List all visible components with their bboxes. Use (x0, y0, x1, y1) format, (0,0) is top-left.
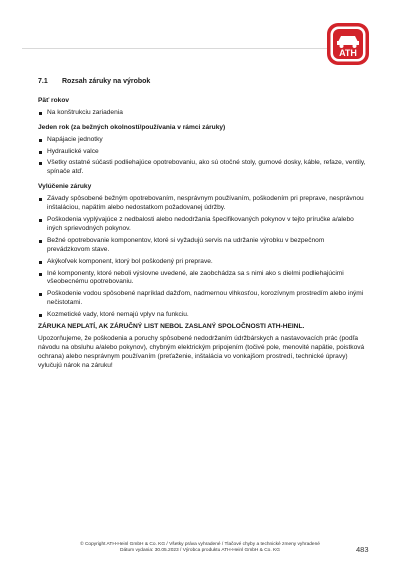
list-item: Závady spôsobené bežným opotrebovaním, nesprávnym používaním, poškodením pri preprave, nesprávnou inštaláciou, napätím alebo nedostatkom požadovanej údržby. (38, 195, 368, 213)
group-heading: Vylúčenie záruky (38, 183, 92, 191)
warranty-notice-paragraph: Upozorňujeme, že poškodenia a poruchy spôsobené nedodržaním údržbárskych a nastavovacích prác (podľa návodu na obsluhu a/alebo pokynov), chybným elektrickým pripojením (točivé pole, menovité napätie, poistková ochrana) alebo nesprávnym používaním (preťaženie, inštalácia vo vonkajšom prostredí, technické úpravy) vylučujú nárok na záruku! (38, 334, 365, 369)
list-item: Poškodenia vyplývajúce z nedbalosti alebo nedodržania špecifikovaných pokynov v tejto príručke a/alebo iných sprievodných pokynov. (38, 216, 368, 234)
group-exclusions (38, 183, 368, 320)
section-number: 7.1 (38, 78, 48, 85)
page-number: 483 (356, 545, 369, 554)
section-heading (38, 78, 368, 87)
group-heading: Päť rokov (38, 96, 70, 104)
group-five-years (38, 97, 368, 118)
logo-text: ATH (339, 48, 357, 58)
footer (0, 542, 400, 555)
list-item: Napájacie jednotky (38, 136, 368, 145)
list-item: Bežné opotrebovanie komponentov, ktoré si vyžadujú servis na udržanie výrobku v bezpečnom prevádzkovom stave. (38, 237, 368, 255)
list-item: Všetky ostatné súčasti podliehajúce opotrebovaniu, ako sú otočné stoly, gumové dosky, káble, refaze, ventily, spínače atď. (38, 159, 368, 177)
ath-logo (326, 22, 370, 66)
list-item: Poškodenie vodou spôsobené napríklad dažďom, nadmernou vlhkosťou, korozívnym prostredím alebo inými nečistotami. (38, 290, 368, 308)
list-item: Na konštrukciu zariadenia (38, 109, 368, 118)
warranty-void-notice: ZÁRUKA NEPLATÍ, AK ZÁRUČNÝ LIST NEBOL ZASLANÝ SPOLOČNOSTI ATH-HEINL. (38, 323, 305, 331)
section-title: Rozsah záruky na výrobok (62, 78, 151, 85)
list-item: Kozmetické vady, ktoré nemajú vplyv na funkciu. (38, 311, 368, 320)
list-item: Hydraulické valce (38, 148, 368, 157)
group-one-year (38, 124, 368, 178)
header-rule (22, 48, 342, 49)
page-content (38, 78, 368, 371)
footer-copyright: © Copyright ATH-Heinl GmbH & Co. KG / Všetky práva vyhradené / Tlačové chyby a technické zmeny vyhradené (80, 542, 320, 547)
list-item: Iné komponenty, ktoré neboli výslovne uvedené, ale zaobchádza sa s nimi ako s dielmi podliehajúcimi všeobecnému opotrebovaniu. (38, 270, 368, 288)
group-heading: Jeden rok (za bežných okolností/používania v rámci záruky) (38, 123, 226, 131)
footer-issue-date: Dátum vydania: 30.05.2023 / Výrobca produktu ATH-Heinl GmbH & Co. KG (120, 548, 280, 554)
list-item: Akýkoľvek komponent, ktorý bol poškodený pri preprave. (38, 258, 368, 267)
